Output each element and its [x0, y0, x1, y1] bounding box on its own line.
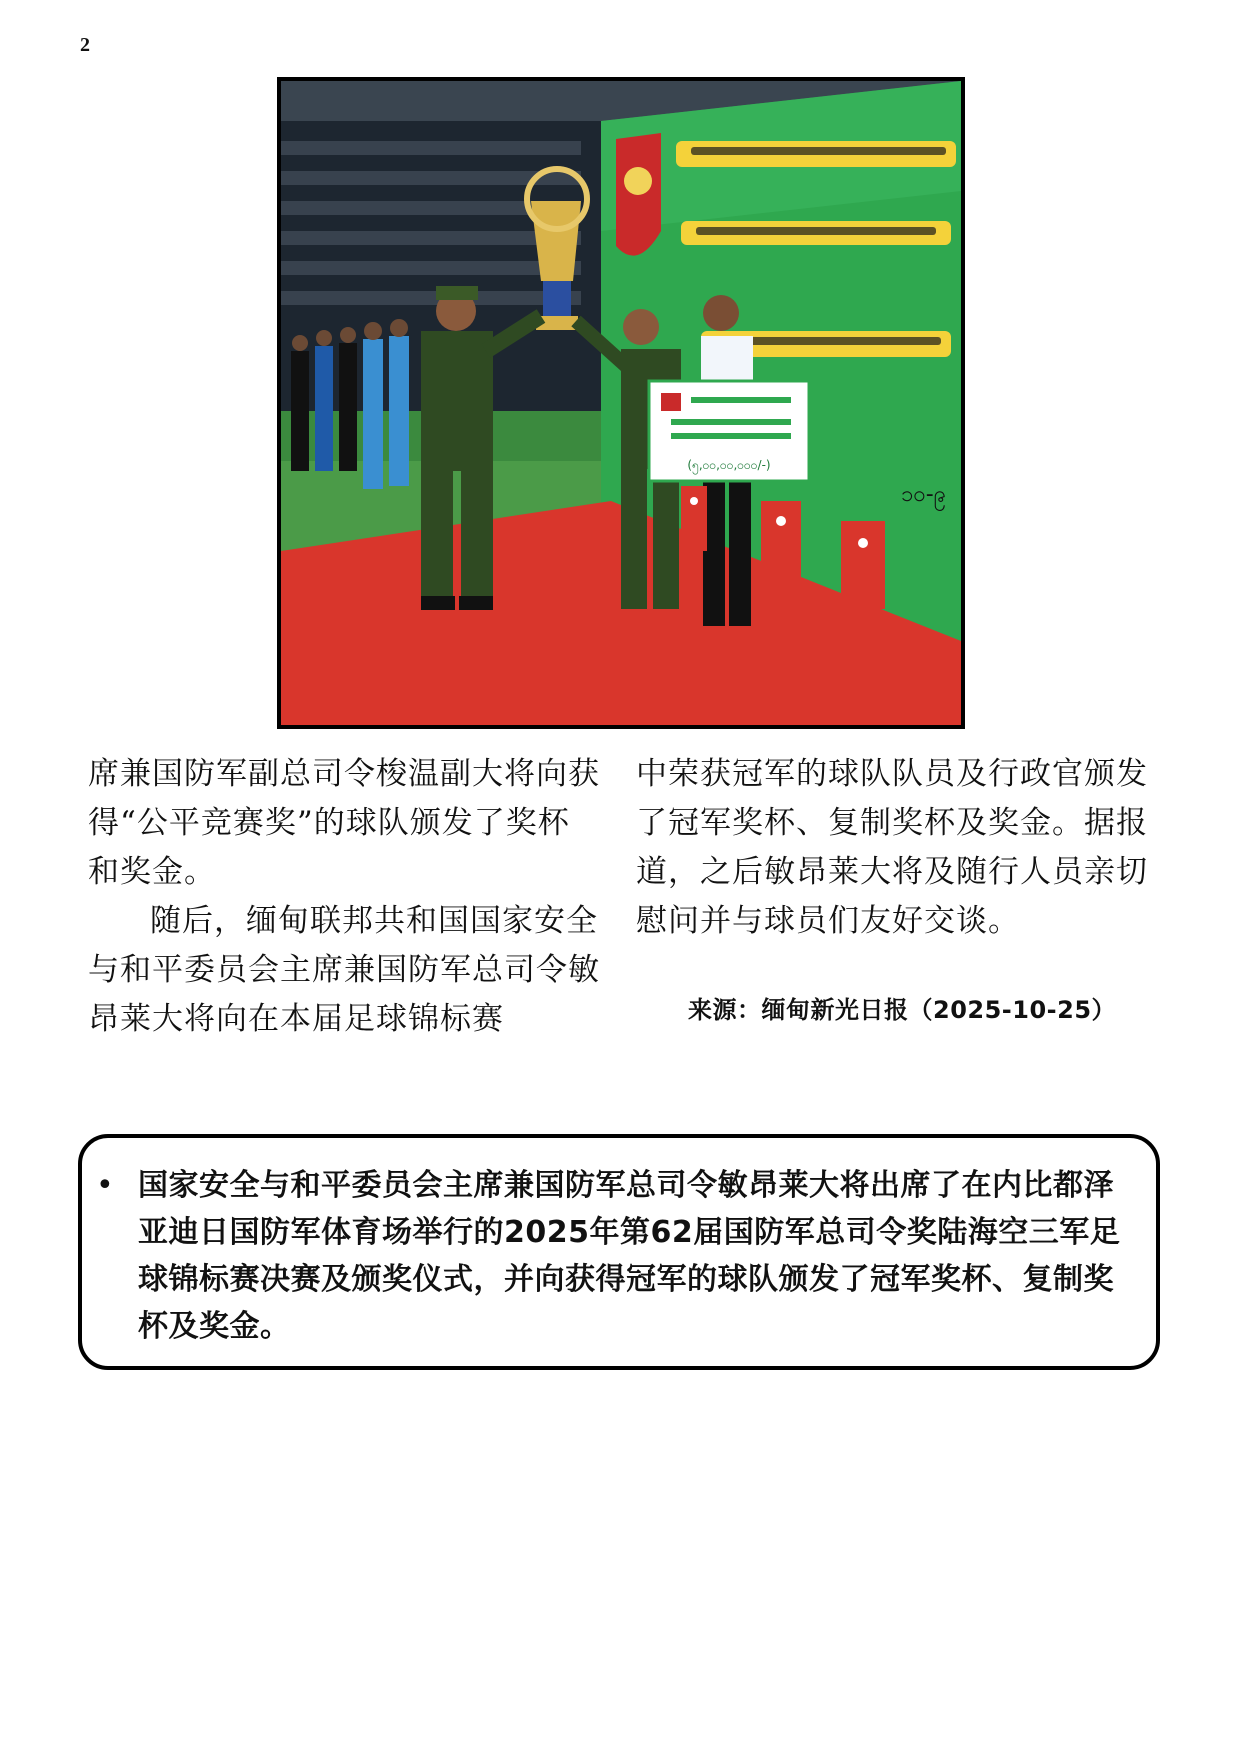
- article-paragraph: 席兼国防军副总司令梭温副大将向获得“公平竞赛奖”的球队颁发了奖杯和奖金。: [88, 756, 600, 890]
- page-number: 2: [80, 34, 90, 56]
- article-paragraph: 中荣获冠军的球队队员及行政官颁发了冠军奖杯、复制奖杯及奖金。据报道，之后敏昂莱大将及随行人员亲切慰问并与球员们友好交谈。: [636, 756, 1148, 939]
- summary-box: [78, 1134, 1160, 1370]
- banner-date: ၁၀-၉: [901, 482, 947, 507]
- article-column-right: [636, 750, 1148, 946]
- bullet-icon: •: [96, 1168, 114, 1203]
- article-column-left: [88, 750, 600, 1044]
- article-source: 来源：缅甸新光日报（2025-10-25）: [688, 996, 1117, 1024]
- prize-plaque: [649, 381, 809, 481]
- plaque-amount: (၅,၀၀,၀၀,၀၀၀/-): [687, 458, 771, 472]
- award-ceremony-photo: [277, 77, 965, 729]
- summary-text: 国家安全与和平委员会主席兼国防军总司令敏昂莱大将出席了在内比都泽亚迪日国防军体育场举行的2025年第62届国防军总司令奖陆海空三军足球锦标赛决赛及颁奖仪式，并向获得冠军的球队颁发了冠军奖杯、复制奖杯及奖金。: [138, 1168, 1121, 1344]
- photo-illustration: [281, 81, 961, 725]
- article-paragraph: 随后，缅甸联邦共和国国家安全与和平委员会主席兼国防军总司令敏昂莱大将向在本届足球锦标赛: [88, 903, 600, 1037]
